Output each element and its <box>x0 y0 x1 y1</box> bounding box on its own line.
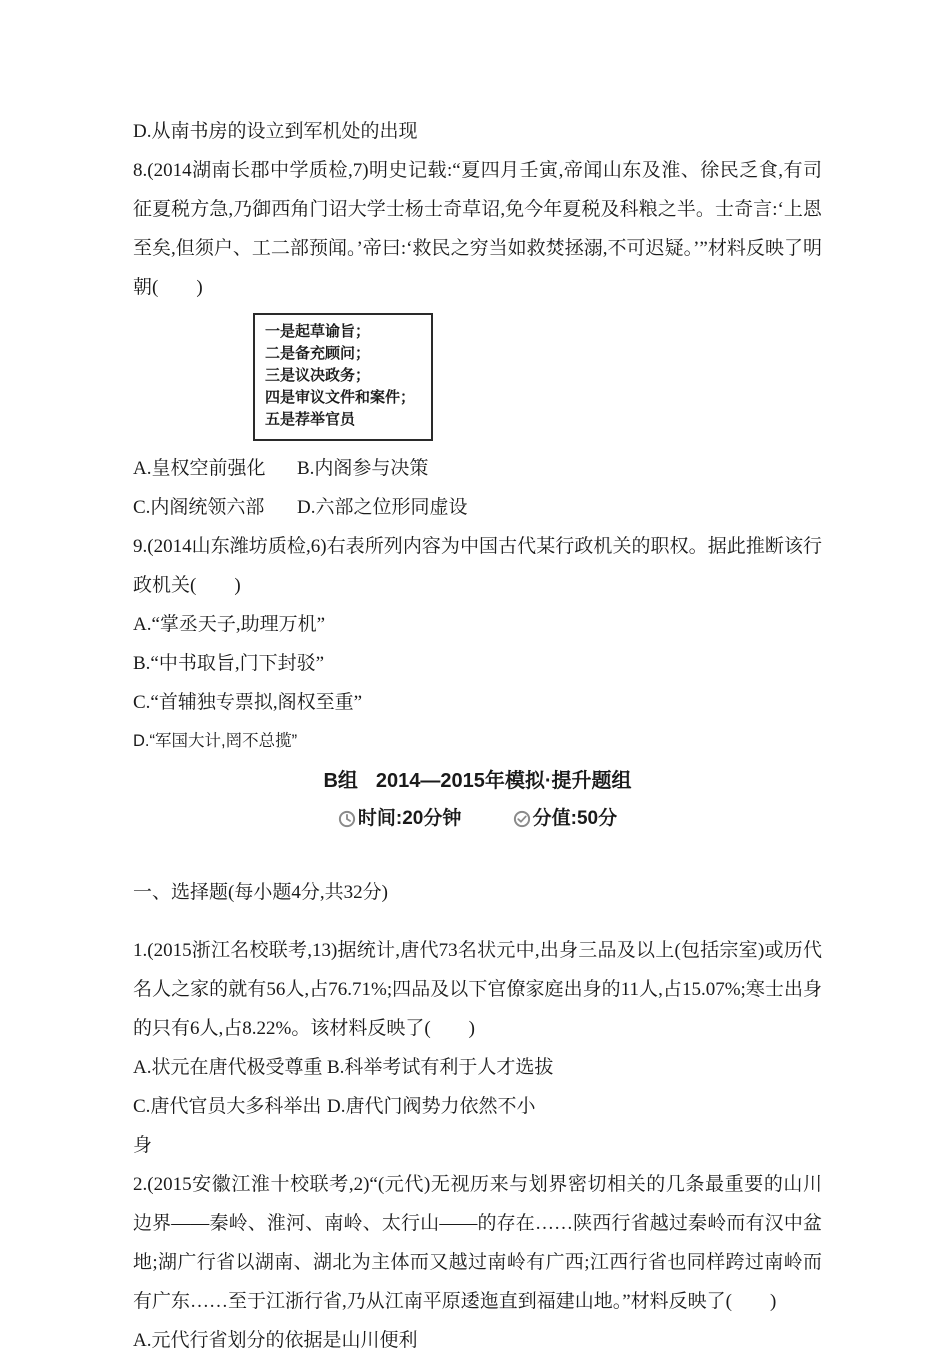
check-circle-icon <box>513 810 531 828</box>
q8-option-c: C.内阁统领六部 <box>133 497 265 518</box>
prev-question-option-d: D.从南书房的设立到军机处的出现 <box>133 121 418 142</box>
time-allocation <box>338 799 461 839</box>
group-b-meta <box>133 799 822 843</box>
group-b-title: 2014—2015年模拟·提升题组 <box>375 770 632 792</box>
q8-option-b: B.内阁参与决策 <box>297 458 429 479</box>
score-label: 分值:50分 <box>532 808 618 829</box>
q1-options-row-2 <box>133 1087 822 1165</box>
q1-stem: 1.(2015浙江名校联考,13)据统计,唐代73名状元中,出身三品及以上(包括宗室)或历代名人之家的就有56人,占76.71%;四品及以下官僚家庭出身的11人,占15.07%;寒士出身的只有6人,占8.22%。该材料反映了( ) <box>133 940 822 1039</box>
q8-duty-line-4: 四是审议文件和案件； <box>265 389 416 406</box>
group-b-label: B组 <box>323 770 358 792</box>
q9-stem: 9.(2014山东潍坊质检,6)右表所列内容为中国古代某行政机关的职权。据此推断该行政机关( ) <box>133 536 822 596</box>
q9-option-a: A.“掌丞天子,助理万机” <box>133 614 326 635</box>
q1-option-c: C.唐代官员大多科举出身 <box>133 1096 322 1156</box>
q9-option-b: B.“中书取旨,门下封驳” <box>133 653 325 674</box>
time-label: 时间:20分钟 <box>357 808 462 829</box>
q9-option-d: D.“军国大计,罔不总揽” <box>133 732 298 750</box>
q8-option-a: A.皇权空前强化 <box>133 458 266 479</box>
q8-stem: 8.(2014湖南长郡中学质检,7)明史记载:“夏四月壬寅,帝闻山东及淮、徐民乏食,有司征夏税方急,乃御西角门诏大学士杨士奇草诏,免今年夏税及科粮之半。士奇言:‘上恩至矣,但须户、工二部预闻。’帝曰:‘救民之穷当如救焚拯溺,不可迟疑。’”材料反映了明朝( ) <box>133 160 822 298</box>
score-allocation <box>513 799 617 839</box>
q8-duties-table <box>253 313 433 441</box>
q1-options-row-1 <box>133 1048 822 1087</box>
q8-duty-line-1: 一是起草谕旨； <box>265 323 371 340</box>
q1-option-d: D.唐代门阀势力依然不小 <box>327 1096 536 1117</box>
q8-options-row-1 <box>133 449 822 488</box>
q8-options-row-2 <box>133 488 822 527</box>
group-b-header <box>133 763 822 799</box>
q1-option-b: B.科举考试有利于人才选拔 <box>327 1057 554 1078</box>
q1-option-a: A.状元在唐代极受尊重 <box>133 1057 323 1078</box>
q8-duty-line-2: 二是备充顾问； <box>265 345 371 362</box>
q2-stem: 2.(2015安徽江淮十校联考,2)“(元代)无视历来与划界密切相关的几条最重要的山川边界——秦岭、淮河、南岭、太行山——的存在……陕西行省越过秦岭而有汉中盆地;湖广行省以湖南、湖北为主体而又越过南岭有广西;江西行省也同样跨过南岭而有广东……至于江浙行省,乃从江南平原逶迤直到福建山地。”材料反映了( ) <box>133 1174 822 1312</box>
section-one-header: 一、选择题(每小题4分,共32分) <box>133 882 388 903</box>
q8-option-d: D.六部之位形同虚设 <box>297 497 468 518</box>
q2-option-a: A.元代行省划分的依据是山川便利 <box>133 1330 418 1351</box>
q8-duty-line-5: 五是荐举官员 <box>265 411 356 428</box>
q9-option-c: C.“首辅独专票拟,阁权至重” <box>133 692 363 713</box>
clock-icon <box>338 810 356 828</box>
q8-duty-line-3: 三是议决政务； <box>265 367 371 384</box>
